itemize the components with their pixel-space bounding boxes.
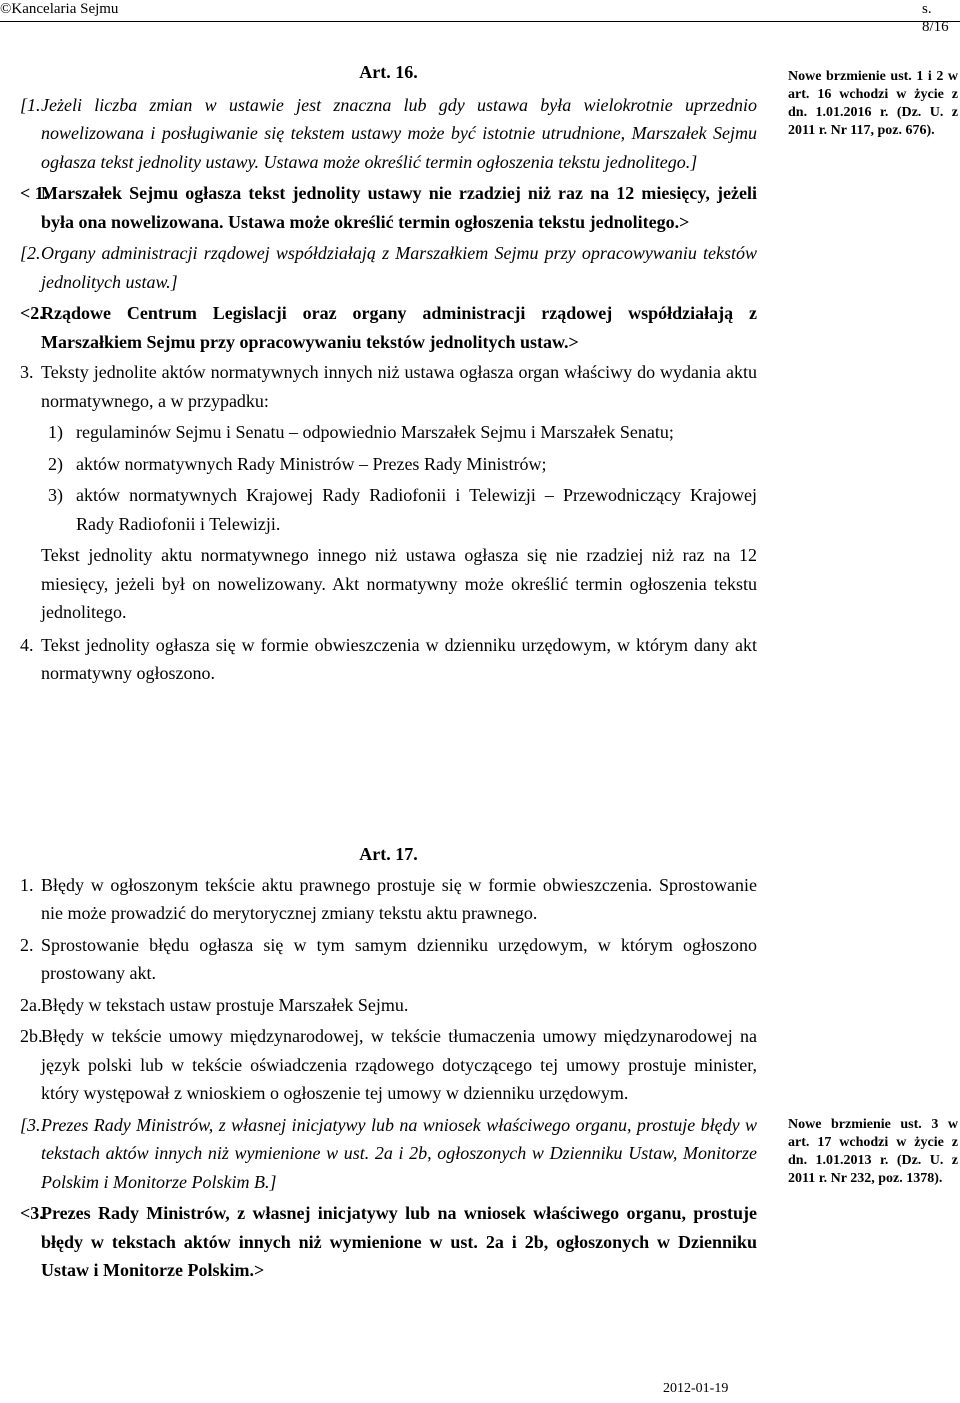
art17-par2-text: Sprostowanie błędu ogłasza się w tym samym dzienniku urzędowym, w którym ogłoszono prostowany akt.: [41, 934, 757, 983]
art16-par2-old: [20, 239, 757, 296]
art17-par3-old-number: [3.: [20, 1114, 41, 1135]
art17-par3-new-text: Prezes Rady Ministrów, z własnej inicjatywy lub na wniosek właściwego organu, prostuje błędy w tekstach aktów innych niż wymienione w ust. 2a i 2b, ogłoszonych w Dzienniku Ustaw i Monitorze Polskim.>: [41, 1203, 757, 1280]
art17-par1-text: Błędy w ogłoszonym tekście aktu prawnego prostuje się w formie obwieszczenia. Sprostowanie nie może prowadzić do merytorycznej zmiany tekstu aktu prawnego.: [41, 874, 757, 923]
art16-par2-old-text: Organy administracji rządowej współdziałają z Marszałkiem Sejmu przy opracowywaniu tekstów jednolitych ustaw.]: [41, 243, 757, 292]
art16-item-3-number: 3): [48, 485, 63, 505]
footer-date: 2012-01-19: [663, 1381, 729, 1396]
art16-par3-text: Teksty jednolite aktów normatywnych innych niż ustawa ogłasza organ właściwy do wydania aktu normatywnego, a w przypadku:: [41, 362, 757, 411]
art16-par1-new-number: < 1.: [20, 183, 49, 203]
art16-par3-tail: Tekst jednolity aktu normatywnego innego niż ustawa ogłasza się nie rzadziej niż raz na 12 miesięcy, jeżeli był on nowelizowany. Akt normatywny może określić termin ogłoszenia tekstu jednolitego.: [41, 545, 757, 622]
art17-par2b: [20, 1022, 757, 1108]
art16-par1-old-number: [1.: [20, 94, 41, 115]
header-page-number: s. 8/16: [922, 1, 949, 35]
art16-par1-new: [20, 179, 757, 236]
art16-par1-old: [20, 91, 757, 177]
art16-item-3-text: aktów normatywnych Krajowej Rady Radiofonii i Telewizji – Przewodniczący Krajowej Rady Radiofonii i Telewizji.: [76, 485, 757, 534]
art17-par2b-number: 2b.: [20, 1026, 43, 1046]
sidenote-art16: Nowe brzmienie ust. 1 i 2 w art. 16 wchodzi w życie z dn. 1.01.2016 r. (Dz. U. z 2011 r. Nr 117, poz. 676).: [788, 69, 958, 138]
article-16: [20, 58, 757, 688]
header-copyright: ©Kancelaria Sejmu: [0, 1, 119, 17]
art17-par2a-text: Błędy w tekstach ustaw prostuje Marszałek Sejmu.: [41, 994, 409, 1015]
sidenote-art17: Nowe brzmienie ust. 3 w art. 17 wchodzi w życie z dn. 1.01.2013 r. (Dz. U. z 2011 r. Nr 232, poz. 1378).: [788, 1117, 958, 1186]
art16-par3-number: 3.: [20, 362, 34, 382]
art16-par2-new-number: <2.: [20, 303, 44, 323]
art16-item-2: [20, 450, 757, 479]
art17-par3-new-number: <3.: [20, 1203, 44, 1223]
article-17: [20, 840, 757, 1285]
art16-par2-old-number: [2.: [20, 243, 41, 263]
art16-par1-old-text: Jeżeli liczba zmian w ustawie jest znaczna lub gdy ustawa była wielokrotnie uprzednio nowelizowana i posługiwanie się tekstem ustawy może być istotnie utrudnione, Marszałek Sejmu ogłasza tekst jednolity ustawy. Ustawa może określić termin ogłoszenia tekstu jednolitego.]: [41, 94, 757, 172]
article-16-title: Art. 16.: [359, 62, 418, 82]
art16-item-3: [20, 481, 757, 538]
art17-par2: [20, 931, 757, 988]
art17-par2a: [20, 991, 757, 1020]
art16-par3: [20, 358, 757, 415]
art16-item-1: [20, 418, 757, 447]
art16-par4-text: Tekst jednolity ogłasza się w formie obwieszczenia w dzienniku urzędowym, w którym dany akt normatywny ogłoszono.: [41, 634, 757, 683]
art16-item-1-text: regulaminów Sejmu i Senatu – odpowiednio Marszałek Sejmu i Marszałek Senatu;: [76, 422, 674, 442]
art16-par2-new-text: Rządowe Centrum Legislacji oraz organy administracji rządowej współdziałają z Marszałkiem Sejmu przy opracowywaniu tekstów jednolitych ustaw.>: [41, 303, 757, 352]
art16-item-1-number: 1): [48, 422, 63, 442]
art16-item-2-text: aktów normatywnych Rady Ministrów – Prezes Rady Ministrów;: [76, 453, 547, 474]
art17-par1: [20, 871, 757, 928]
art16-par2-new: [20, 299, 757, 356]
art17-par3-old-text: Prezes Rady Ministrów, z własnej inicjatywy lub na wniosek właściwego organu, prostuje błędy w tekstach aktów innych niż wymienione w ust. 2a i 2b, ogłoszonych w Dzienniku Ustaw, Monitorze Polskim i Monitorze Polskim B.]: [41, 1114, 757, 1192]
art16-par4: [20, 631, 757, 688]
art17-par2a-number: 2a.: [20, 994, 42, 1015]
art17-par3-old: [20, 1111, 757, 1197]
art17-par2-number: 2.: [20, 934, 34, 955]
art17-par3-new: [20, 1199, 757, 1285]
article-17-title: Art. 17.: [359, 844, 418, 864]
art16-item-2-number: 2): [48, 453, 63, 474]
art16-par4-number: 4.: [20, 634, 34, 655]
header-divider: [0, 21, 960, 22]
art17-par2b-text: Błędy w tekście umowy międzynarodowej, w tekście tłumaczenia umowy międzynarodowej na język polski lub w tekście oświadczenia rządowego dotyczącego tej umowy prostuje minister, który występował z wnioskiem o ogłoszenie tej umowy w dzienniku urzędowym.: [41, 1026, 757, 1103]
art17-par1-number: 1.: [20, 874, 34, 895]
art16-par1-new-text: Marszałek Sejmu ogłasza tekst jednolity ustawy nie rzadziej niż raz na 12 miesięcy, jeżeli była ona nowelizowana. Ustawa może określić termin ogłoszenia tekstu jednolitego.>: [41, 183, 757, 232]
